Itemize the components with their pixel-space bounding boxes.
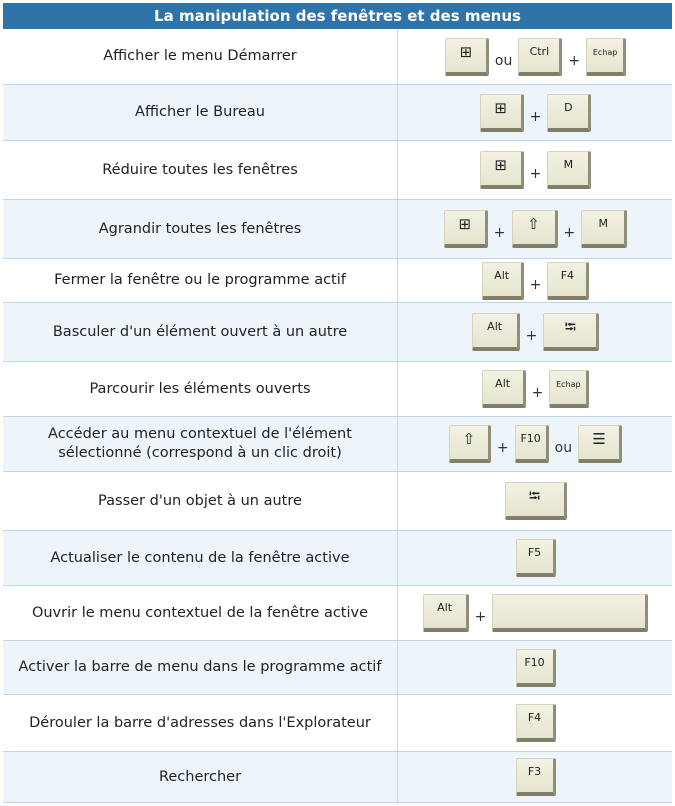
or-separator: ou bbox=[494, 52, 513, 69]
row-description: Actualiser le contenu de la fenêtre active bbox=[3, 531, 398, 585]
row-keys bbox=[399, 141, 672, 199]
key-alt: Alt bbox=[482, 370, 526, 408]
plus-separator: + bbox=[474, 609, 487, 625]
table-row bbox=[3, 141, 672, 200]
row-description: Basculer d'un élément ouvert à un autre bbox=[3, 303, 398, 361]
plus-separator: + bbox=[529, 166, 542, 182]
key-echap: Echap bbox=[549, 370, 589, 408]
row-keys bbox=[399, 586, 672, 640]
plus-separator: + bbox=[568, 52, 581, 69]
or-separator: ou bbox=[554, 440, 573, 456]
plus-separator: + bbox=[496, 440, 509, 456]
key-f4: F4 bbox=[547, 262, 589, 300]
row-description: Ouvrir le menu contextuel de la fenêtre active bbox=[3, 586, 398, 640]
row-keys bbox=[399, 303, 672, 361]
row-keys bbox=[399, 85, 672, 140]
key-alt: Alt bbox=[423, 594, 469, 632]
key-echap: Echap bbox=[586, 38, 626, 76]
row-keys bbox=[399, 417, 672, 471]
plus-separator: + bbox=[493, 225, 506, 241]
row-description: Rechercher bbox=[3, 752, 398, 802]
key-alt: Alt bbox=[482, 262, 524, 300]
row-keys bbox=[399, 695, 672, 751]
shortcuts-table bbox=[3, 3, 672, 803]
shift-key-icon: ⇧ bbox=[512, 210, 558, 248]
row-keys bbox=[399, 29, 672, 84]
key-m: M bbox=[547, 151, 591, 189]
plus-separator: + bbox=[529, 108, 542, 125]
table-row bbox=[3, 641, 672, 695]
table-row bbox=[3, 695, 672, 752]
table-row bbox=[3, 417, 672, 472]
row-description: Dérouler la barre d'adresses dans l'Explorateur bbox=[3, 695, 398, 751]
row-keys bbox=[399, 752, 672, 802]
plus-separator: + bbox=[531, 385, 544, 401]
row-keys bbox=[399, 200, 672, 258]
windows-key-icon: ⊞ bbox=[444, 210, 488, 248]
table-row bbox=[3, 85, 672, 141]
key-f4: F4 bbox=[516, 704, 556, 742]
plus-separator: + bbox=[529, 276, 542, 293]
row-keys bbox=[399, 531, 672, 585]
table-row bbox=[3, 586, 672, 641]
plus-separator: + bbox=[563, 225, 576, 241]
row-description: Parcourir les éléments ouverts bbox=[3, 362, 398, 416]
key-f5: F5 bbox=[516, 539, 556, 577]
space-key-icon bbox=[492, 594, 648, 632]
table-row bbox=[3, 362, 672, 417]
key-f10: F10 bbox=[515, 425, 549, 463]
row-description: Fermer la fenêtre ou le programme actif bbox=[3, 259, 398, 302]
key-ctrl: Ctrl bbox=[518, 38, 562, 76]
key-f3: F3 bbox=[516, 758, 556, 796]
row-keys bbox=[399, 472, 672, 530]
table-row bbox=[3, 472, 672, 531]
plus-separator: + bbox=[525, 328, 538, 344]
key-alt: Alt bbox=[472, 313, 520, 351]
tab-key-icon: ⭾ bbox=[505, 482, 567, 520]
table-header: La manipulation des fenêtres et des menus bbox=[3, 3, 672, 29]
row-description: Afficher le Bureau bbox=[3, 85, 398, 140]
shift-key-icon: ⇧ bbox=[449, 425, 491, 463]
tab-key-icon: ⭾ bbox=[543, 313, 599, 351]
menu-key-icon: ☰ bbox=[578, 425, 622, 463]
row-description: Afficher le menu Démarrer bbox=[3, 29, 398, 84]
key-f10: F10 bbox=[516, 649, 556, 687]
row-keys bbox=[399, 362, 672, 416]
table-row bbox=[3, 303, 672, 362]
row-keys bbox=[399, 641, 672, 694]
row-description: Agrandir toutes les fenêtres bbox=[3, 200, 398, 258]
row-description: Accéder au menu contextuel de l'élément sélectionné (correspond à un clic droit) bbox=[3, 417, 398, 471]
row-keys bbox=[399, 259, 672, 302]
row-description: Réduire toutes les fenêtres bbox=[3, 141, 398, 199]
key-d: D bbox=[547, 94, 591, 132]
table-row bbox=[3, 200, 672, 259]
row-description: Passer d'un objet à un autre bbox=[3, 472, 398, 530]
row-description: Activer la barre de menu dans le programme actif bbox=[3, 641, 398, 694]
table-row bbox=[3, 259, 672, 303]
windows-key-icon: ⊞ bbox=[480, 151, 524, 189]
windows-key-icon: ⊞ bbox=[480, 94, 524, 132]
table-row bbox=[3, 29, 672, 85]
windows-key-icon: ⊞ bbox=[445, 38, 489, 76]
table-row bbox=[3, 752, 672, 803]
key-m: M bbox=[581, 210, 627, 248]
table-row bbox=[3, 531, 672, 586]
